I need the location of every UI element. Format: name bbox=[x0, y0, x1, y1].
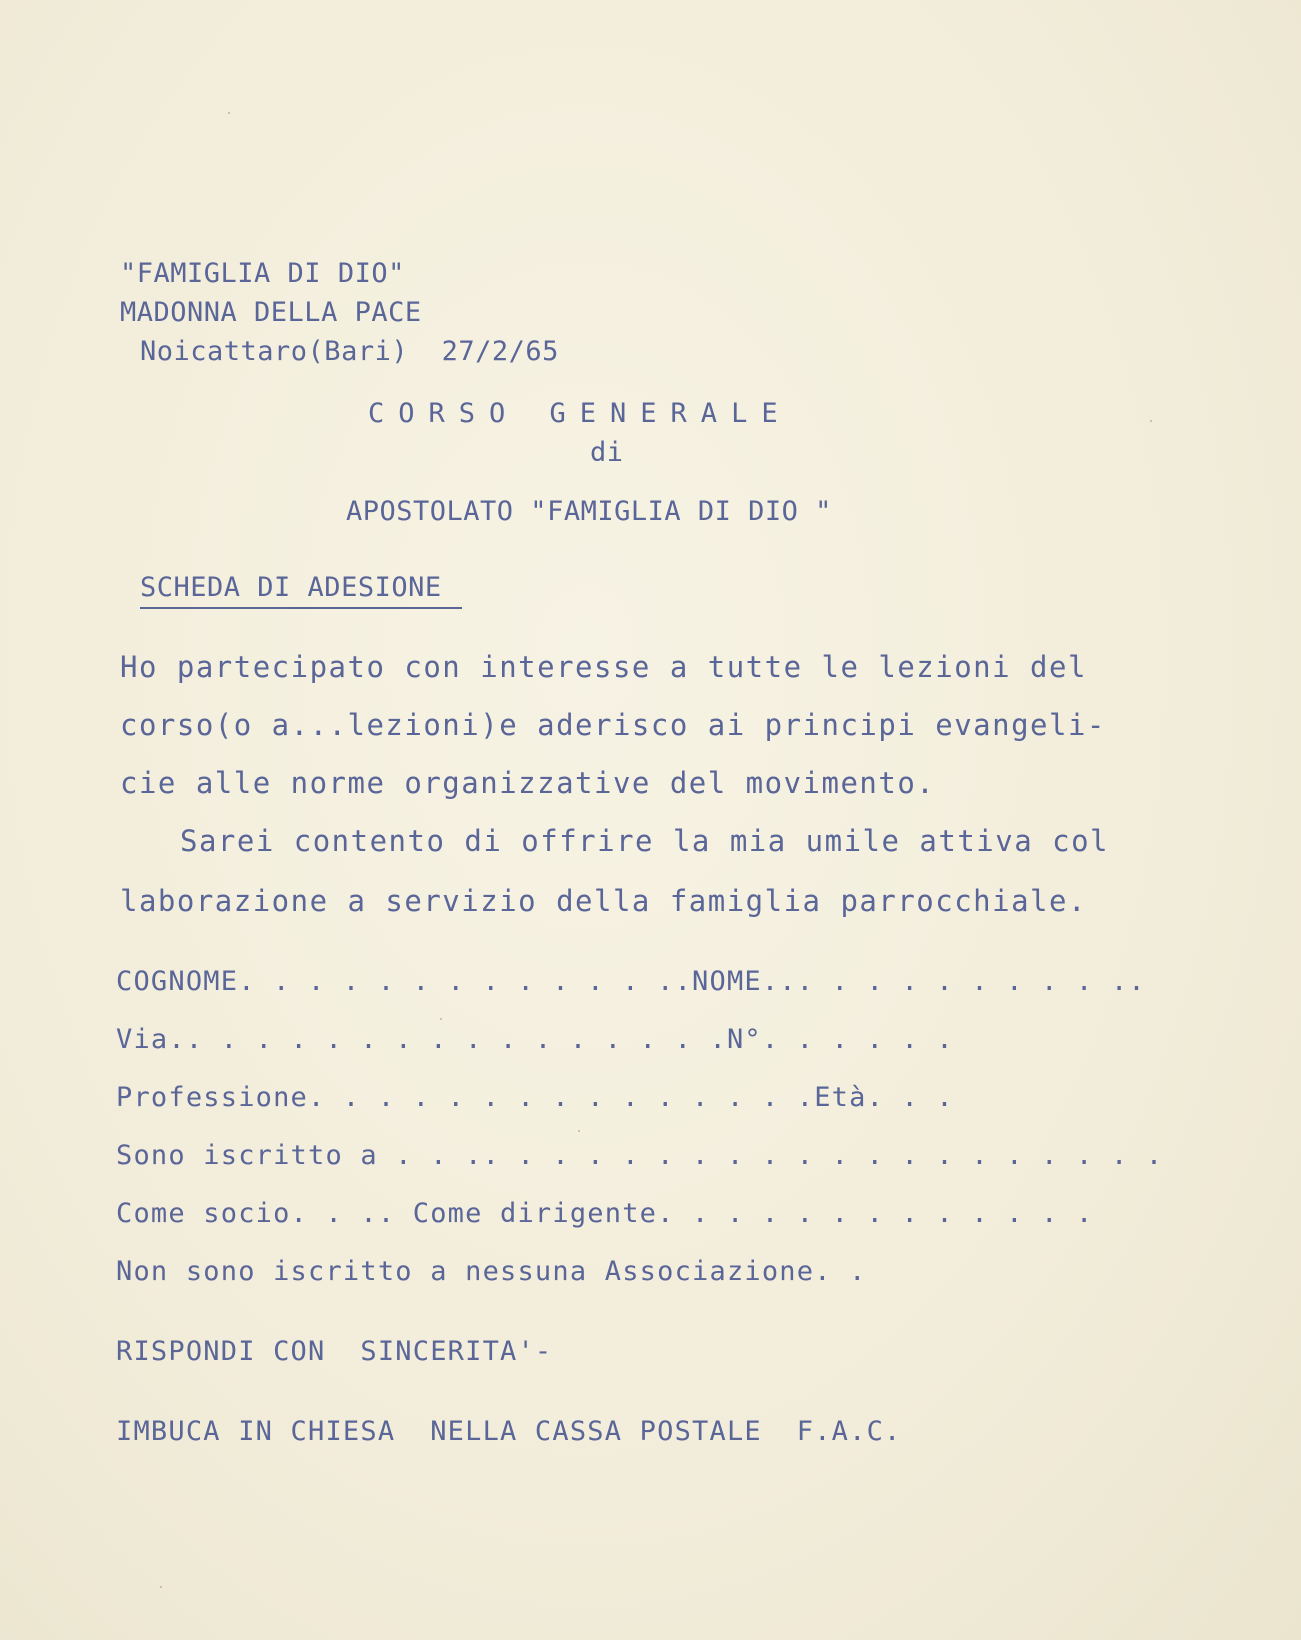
paragraph-line-2: corso(o a...lezioni)e aderisco ai principi evangeli- bbox=[120, 708, 1106, 742]
field-socio-dirigente: Come socio. . .. Come dirigente. . . . . . . . . . . . . bbox=[116, 1198, 1094, 1229]
field-via-numero: Via.. . . . . . . . . . . . . . . .N°. . . . . . bbox=[116, 1024, 954, 1055]
field-cognome-nome: COGNOME. . . . . . . . . . . . ..NOME... . . . . . . . . .. bbox=[116, 966, 1146, 997]
paper-speck bbox=[160, 1586, 162, 1588]
title-di: di bbox=[590, 437, 624, 468]
paragraph-line-5: laborazione a servizio della famiglia parrocchiale. bbox=[120, 884, 1087, 918]
section-title: SCHEDA DI ADESIONE bbox=[140, 572, 462, 609]
paper-speck bbox=[1150, 420, 1152, 422]
field-iscritto: Sono iscritto a . . .. . . . . . . . . . . . . . . . . . . . bbox=[116, 1140, 1164, 1171]
paper-speck bbox=[228, 112, 230, 114]
title-course: CORSO GENERALE bbox=[368, 398, 792, 429]
field-professione-eta: Professione. . . . . . . . . . . . . . .Età. . . bbox=[116, 1082, 954, 1113]
header-org-name: "FAMIGLIA DI DIO" bbox=[120, 258, 405, 289]
field-nessuna-associazione: Non sono iscritto a nessuna Associazione. . bbox=[116, 1256, 867, 1287]
paragraph-line-3: cie alle norme organizzative del movimento. bbox=[120, 766, 936, 800]
paper-speck bbox=[578, 1130, 580, 1132]
footer-imbuca: IMBUCA IN CHIESA NELLA CASSA POSTALE F.A.C. bbox=[116, 1416, 902, 1447]
paragraph-line-4: Sarei contento di offrire la mia umile attiva col bbox=[180, 824, 1110, 858]
footer-rispondi: RISPONDI CON SINCERITA'- bbox=[116, 1336, 553, 1367]
header-parish: MADONNA DELLA PACE bbox=[120, 297, 422, 328]
paper-speck bbox=[440, 1018, 442, 1020]
title-apostolato: APOSTOLATO "FAMIGLIA DI DIO " bbox=[346, 496, 832, 527]
paragraph-line-1: Ho partecipato con interesse a tutte le lezioni del bbox=[120, 650, 1087, 684]
header-place-date: Noicattaro(Bari) 27/2/65 bbox=[140, 336, 559, 367]
